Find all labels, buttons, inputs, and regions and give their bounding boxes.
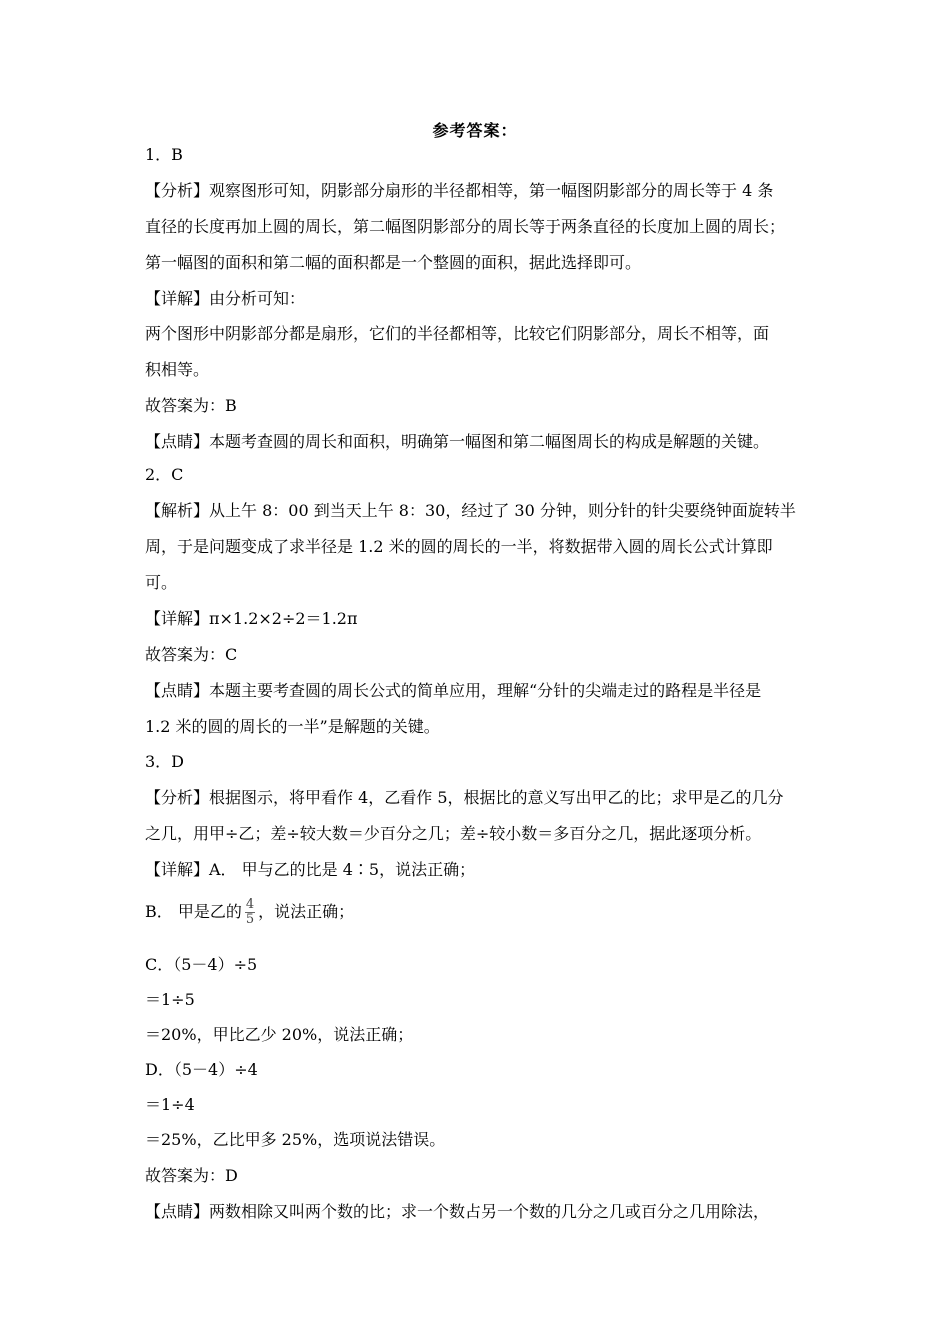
text-line: 故答案为：C (145, 645, 238, 664)
text-line: ＝1÷5 (145, 990, 195, 1009)
text-line: 【点睛】本题考查圆的周长和面积，明确第一幅图和第二幅图周长的构成是解题的关键。 (145, 432, 770, 451)
text-line: 可。 (145, 573, 178, 592)
text-line: 故答案为：D (145, 1166, 238, 1185)
text-line: 【点睛】两数相除又叫两个数的比；求一个数占另一个数的几分之几或百分之几用除法， (145, 1202, 770, 1221)
text-line: 【点睛】本题主要考查圆的周长公式的简单应用，理解“分针的尖端走过的路程是半径是 (145, 681, 762, 700)
text-line: ＝1÷4 (145, 1095, 195, 1114)
text-line: ＝25%，乙比甲多 25%，选项说法错误。 (145, 1130, 446, 1149)
text-line: C．（5－4）÷5 (145, 955, 258, 974)
answer-number: 1．B (145, 145, 183, 164)
text-line: 【详解】由分析可知： (145, 289, 306, 308)
text-line: 【分析】观察图形可知，阴影部分扇形的半径都相等，第一幅图阴影部分的周长等于 4 条 (145, 181, 774, 200)
fraction-line (145, 894, 825, 930)
text-line: 【解析】从上午 8：00 到当天上午 8：30，经过了 30 分钟，则分针的针尖要绕钟面旋转半 (145, 501, 796, 520)
answer-number: 2．C (145, 465, 184, 484)
fraction (245, 898, 255, 927)
text-line: 之几，用甲÷乙；差÷较大数＝少百分之几；差÷较小数＝多百分之几，据此逐项分析。 (145, 824, 762, 843)
text-line: D．（5－4）÷4 (145, 1060, 258, 1079)
fraction-suffix: ，说法正确； (258, 902, 355, 921)
text-line: 【详解】π×1.2×2÷2＝1.2π (145, 609, 358, 628)
text-line: 1.2 米的圆的周长的一半”是解题的关键。 (145, 717, 440, 736)
answer-number: 3．D (145, 752, 185, 771)
text-line: ＝20%，甲比乙少 20%，说法正确； (145, 1025, 414, 1044)
page-title: 参考答案： (432, 121, 518, 140)
text-line: 周，于是问题变成了求半径是 1.2 米的圆的周长的一半，将数据带入圆的周长公式计算即 (145, 537, 773, 556)
text-line: 直径的长度再加上圆的周长，第二幅图阴影部分的周长等于两条直径的长度加上圆的周长； (145, 217, 786, 236)
text-line: 【分析】根据图示，将甲看作 4，乙看作 5，根据比的意义写出甲乙的比；求甲是乙的几分 (145, 788, 784, 807)
fraction-numerator: 4 (245, 897, 255, 912)
text-line: 积相等。 (145, 360, 210, 379)
fraction-prefix: B． 甲是乙的 (145, 902, 242, 921)
text-line: 【详解】A． 甲与乙的比是 4∶5，说法正确； (145, 860, 476, 879)
text-line: 第一幅图的面积和第二幅的面积都是一个整圆的面积，据此选择即可。 (145, 253, 642, 272)
text-line: 两个图形中阴影部分都是扇形，它们的半径都相等，比较它们阴影部分，周长不相等，面 (145, 324, 770, 343)
text-line: 故答案为：B (145, 396, 237, 415)
fraction-denominator: 5 (245, 912, 255, 927)
